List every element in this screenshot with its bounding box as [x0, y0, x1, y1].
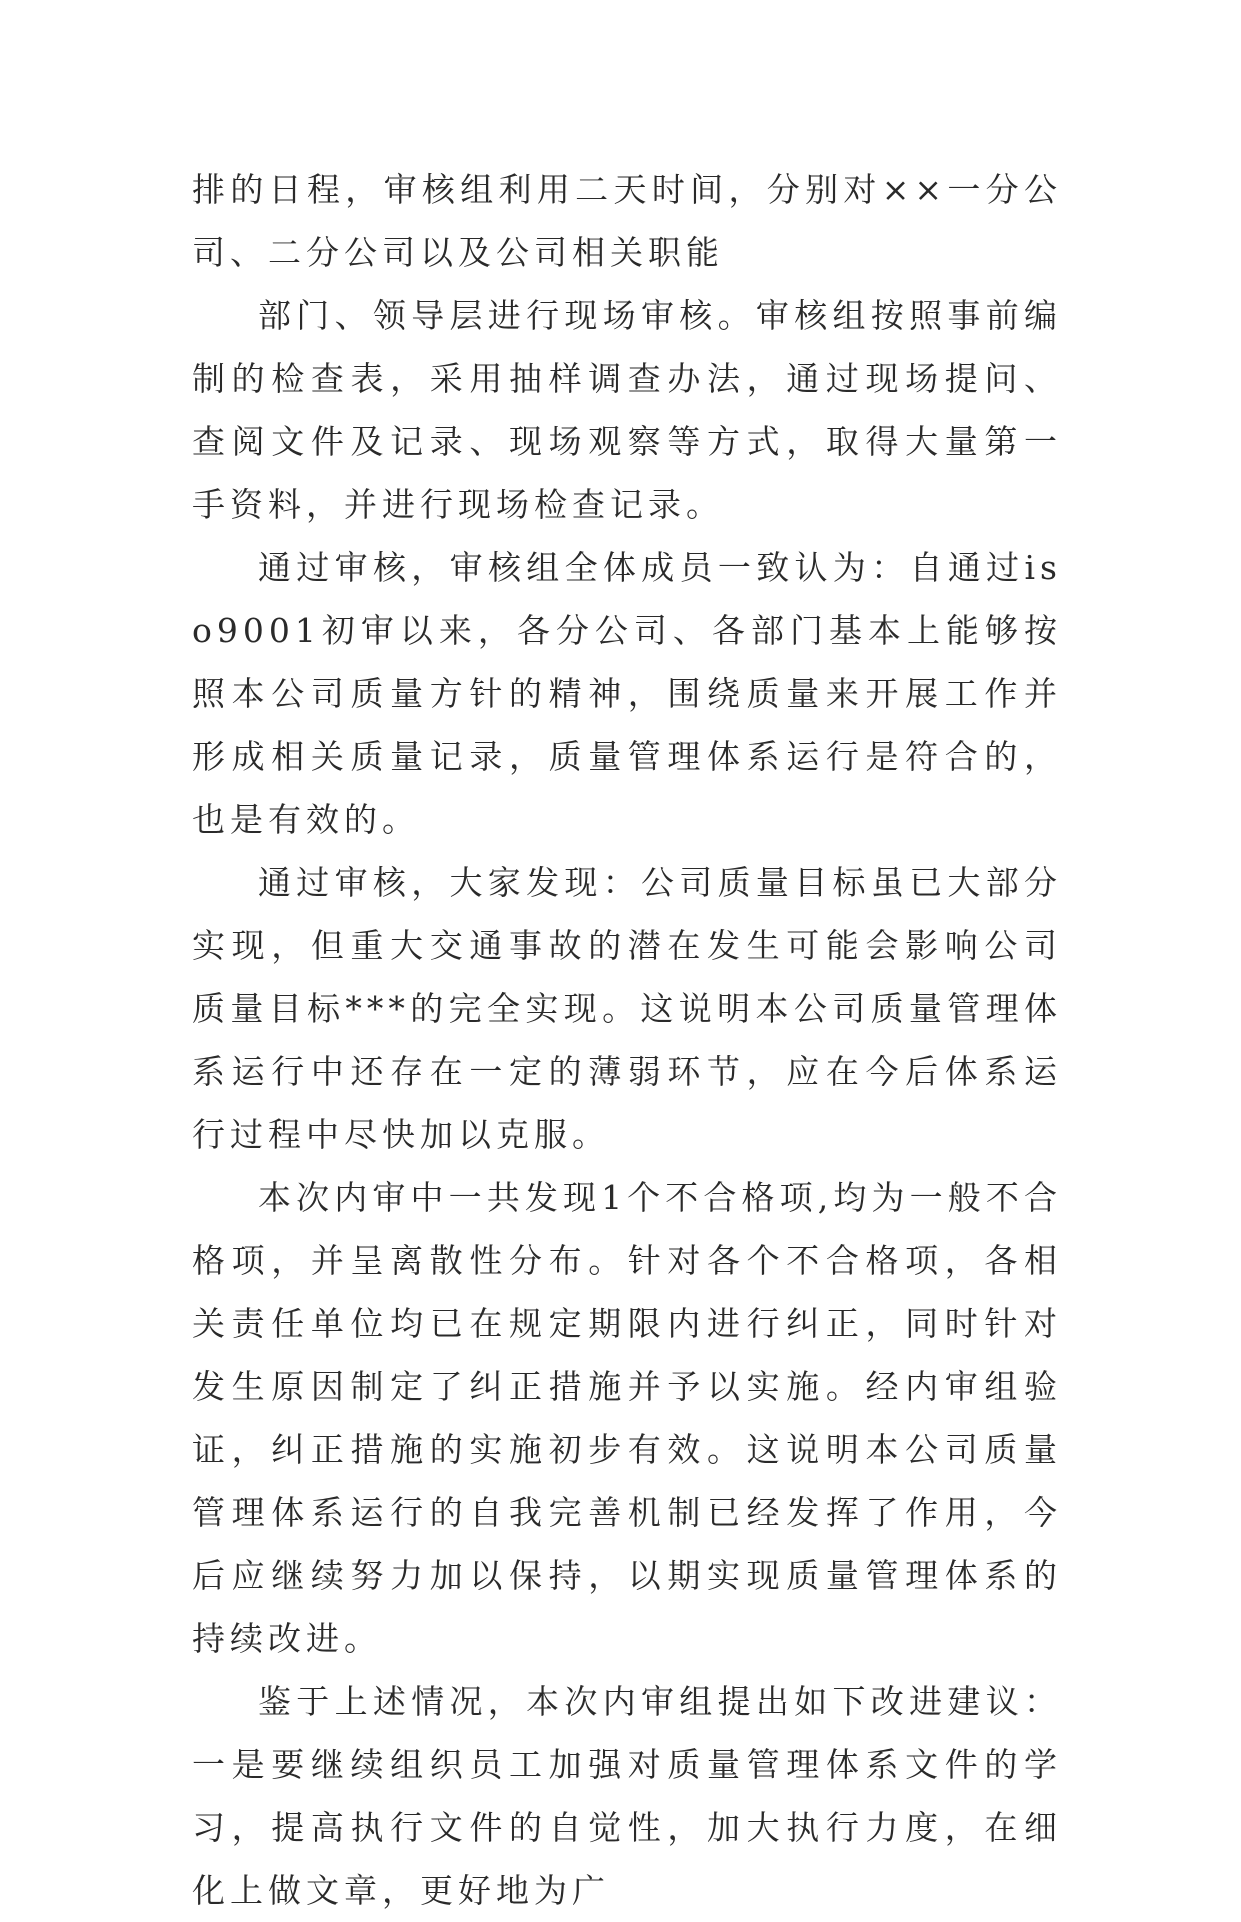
paragraph-2: 部门、领导层进行现场审核。审核组按照事前编制的检查表，采用抽样调查办法，通过现场提问、查阅文件及记录、现场观察等方式，取得大量第一手资料，并进行现场检查记录。 [192, 296, 1062, 524]
document-body [192, 158, 1062, 1922]
paragraph-1: 排的日程，审核组利用二天时间，分别对××一分公司、二分公司以及公司相关职能 [192, 170, 1062, 272]
paragraph-5: 本次内审中一共发现1个不合格项,均为一般不合格项，并呈离散性分布。针对各个不合格项，各相关责任单位均已在规定期限内进行纠正，同时针对发生原因制定了纠正措施并予以实施。经内审组验证，纠正措施的实施初步有效。这说明本公司质量管理体系运行的自我完善机制已经发挥了作用，今后应继续努力加以保持，以期实现质量管理体系的持续改进。 [192, 1178, 1062, 1658]
paragraph-3: 通过审核，审核组全体成员一致认为：自通过iso9001初审以来，各分公司、各部门基本上能够按照本公司质量方针的精神，围绕质量来开展工作并形成相关质量记录，质量管理体系运行是符合的，也是有效的。 [192, 548, 1062, 839]
paragraph-4: 通过审核，大家发现：公司质量目标虽已大部分实现，但重大交通事故的潜在发生可能会影响公司质量目标***的完全实现。这说明本公司质量管理体系运行中还存在一定的薄弱环节，应在今后体系运行过程中尽快加以克服。 [192, 863, 1062, 1154]
paragraph-6: 鉴于上述情况，本次内审组提出如下改进建议：一是要继续组织员工加强对质量管理体系文件的学习，提高执行文件的自觉性，加大执行力度，在细化上做文章，更好地为广 [192, 1682, 1062, 1910]
